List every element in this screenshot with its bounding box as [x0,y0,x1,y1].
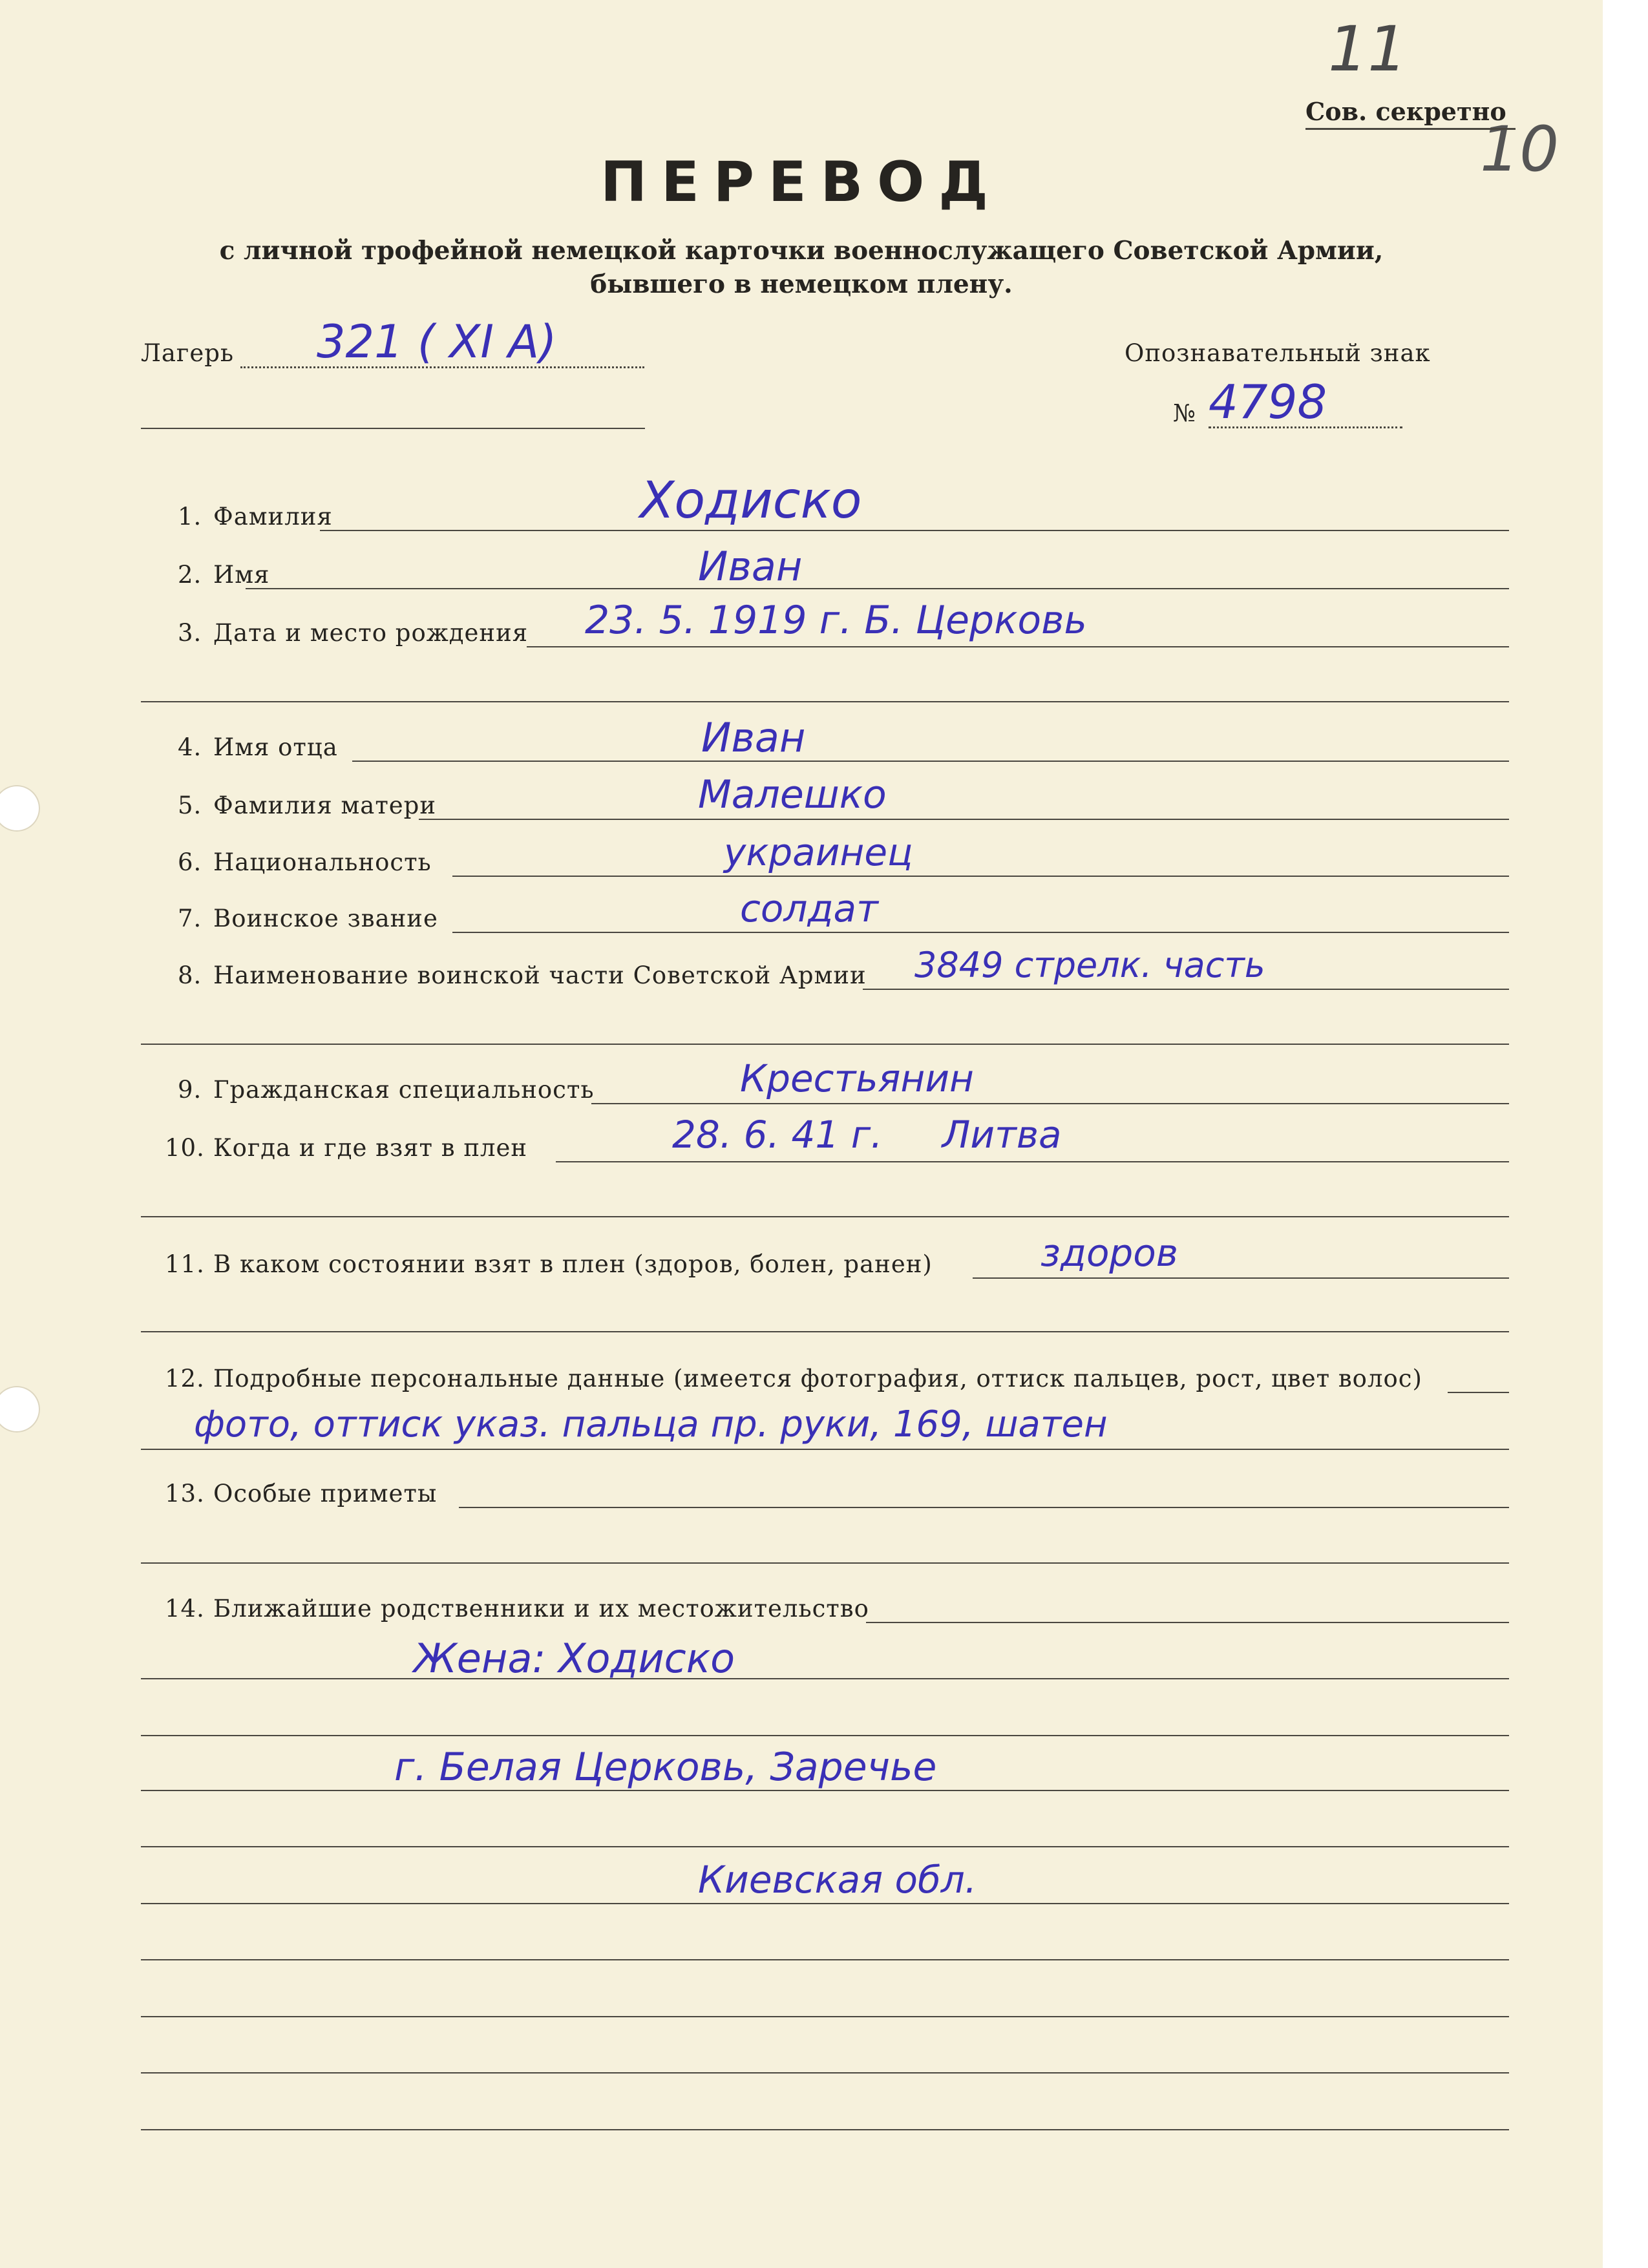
field-13-line [459,1507,1509,1508]
field-5-value: Малешко [698,772,887,817]
field-1-value: Ходиско [640,472,862,530]
field-7-label: Воинское звание [213,905,438,932]
page-title: ПЕРЕВОД [600,150,1002,215]
field-11-num: 11. [165,1250,205,1278]
field-13-extra-line [141,1562,1509,1564]
camp-second-line [141,428,645,429]
classification-text: Сов. секретно [1305,97,1506,126]
field-1-line [320,530,1509,531]
classification-underline [1305,128,1516,130]
scan-margin [1603,0,1648,2268]
field-10-line [556,1161,1509,1162]
field-2-num: 2. [178,561,202,589]
field-10-num: 10. [165,1134,205,1162]
field-10-extra-line [141,1216,1509,1217]
field-6-line [452,876,1509,877]
field-13-num: 13. [165,1480,205,1507]
field-8-extra-line [141,1044,1509,1045]
field-3-value: 23. 5. 1919 г. Б. Церковь [585,598,1087,643]
field-11-value: здоров [1041,1231,1178,1275]
camp-value: 321 ( XI A) [317,315,557,368]
field-9-value: Крестьянин [740,1056,974,1100]
field-7-value: солдат [740,887,878,930]
field-8-label: Наименование воинской части Советской Армии [213,961,867,989]
field-8-value: 3849 стрелк. часть [914,945,1265,985]
camp-label: Лагерь [141,339,235,367]
relatives-line-2 [141,1735,1509,1736]
field-8-line [863,989,1509,990]
field-9-label: Гражданская специальность [213,1076,595,1104]
field-6-value: украинец [724,830,913,874]
field-3-label: Дата и место рождения [213,619,529,647]
field-3-extra-line [141,701,1509,702]
relatives-value-2: г. Белая Церковь, Заречье [394,1745,937,1790]
relatives-line-6 [141,1959,1509,1960]
field-14-line [866,1622,1509,1623]
field-4-label: Имя отца [213,733,338,761]
field-14-label: Ближайшие родственники и их местожительство [213,1595,869,1622]
field-12-line [1448,1392,1509,1393]
punch-hole-top [0,785,40,832]
id-tag-label: Опознавательный знак [1125,339,1431,367]
id-tag-number-prefix: № [1173,399,1197,427]
field-2-value: Иван [698,543,803,590]
field-9-line [591,1103,1509,1104]
archive-number-top: 11 [1328,13,1408,85]
field-4-num: 4. [178,733,202,761]
relatives-line-8 [141,2072,1509,2074]
relatives-line-7 [141,2016,1509,2017]
field-10-value: 28. 6. 41 г. Литва [672,1113,1062,1157]
relatives-line-9 [141,2129,1509,2130]
field-12-label: Подробные персональные данные (имеется фотография, оттиск пальцев, рост, цвет волос) [213,1365,1422,1392]
field-12-num: 12. [165,1365,205,1392]
field-11-extra-line [141,1331,1509,1332]
field-5-label: Фамилия матери [213,792,437,819]
field-5-line [419,819,1509,820]
field-11-label: В каком состоянии взят в плен (здоров, болен, ранен) [213,1250,933,1278]
relatives-line-1 [141,1678,1509,1679]
relatives-value-3: Киевская обл. [698,1858,977,1902]
field-5-num: 5. [178,792,202,819]
archive-number-corrected: 10 [1480,113,1559,185]
field-8-num: 8. [178,961,202,989]
field-12-value: фото, оттиск указ. пальца пр. руки, 169, шатен [194,1403,1108,1445]
id-tag-number: 4798 [1209,375,1327,429]
field-9-num: 9. [178,1076,202,1104]
field-4-line [352,761,1509,762]
field-6-num: 6. [178,848,202,876]
field-12-value-line [141,1449,1509,1450]
field-3-num: 3. [178,619,202,647]
field-2-line [246,588,1509,589]
field-3-line [527,646,1509,647]
field-13-label: Особые приметы [213,1480,438,1507]
field-7-num: 7. [178,905,202,932]
field-10-label: Когда и где взят в плен [213,1134,528,1162]
relatives-line-5 [141,1903,1509,1904]
field-4-value: Иван [701,714,806,761]
field-7-line [452,932,1509,933]
relatives-value-1: Жена: Ходиско [414,1635,735,1682]
field-1-num: 1. [178,503,202,530]
field-14-num: 14. [165,1595,205,1622]
punch-hole-bottom [0,1386,40,1433]
field-11-line [973,1277,1509,1279]
field-6-label: Национальность [213,848,432,876]
subtitle-line-2: бывшего в немецком плену. [590,269,1013,299]
subtitle-line-1: с личной трофейной немецкой карточки военнослужащего Советской Армии, [219,236,1384,266]
classification-mark [1305,97,1506,126]
relatives-line-4 [141,1846,1509,1847]
field-2-label: Имя [213,561,270,589]
field-1-label: Фамилия [213,503,333,530]
relatives-line-3 [141,1790,1509,1791]
